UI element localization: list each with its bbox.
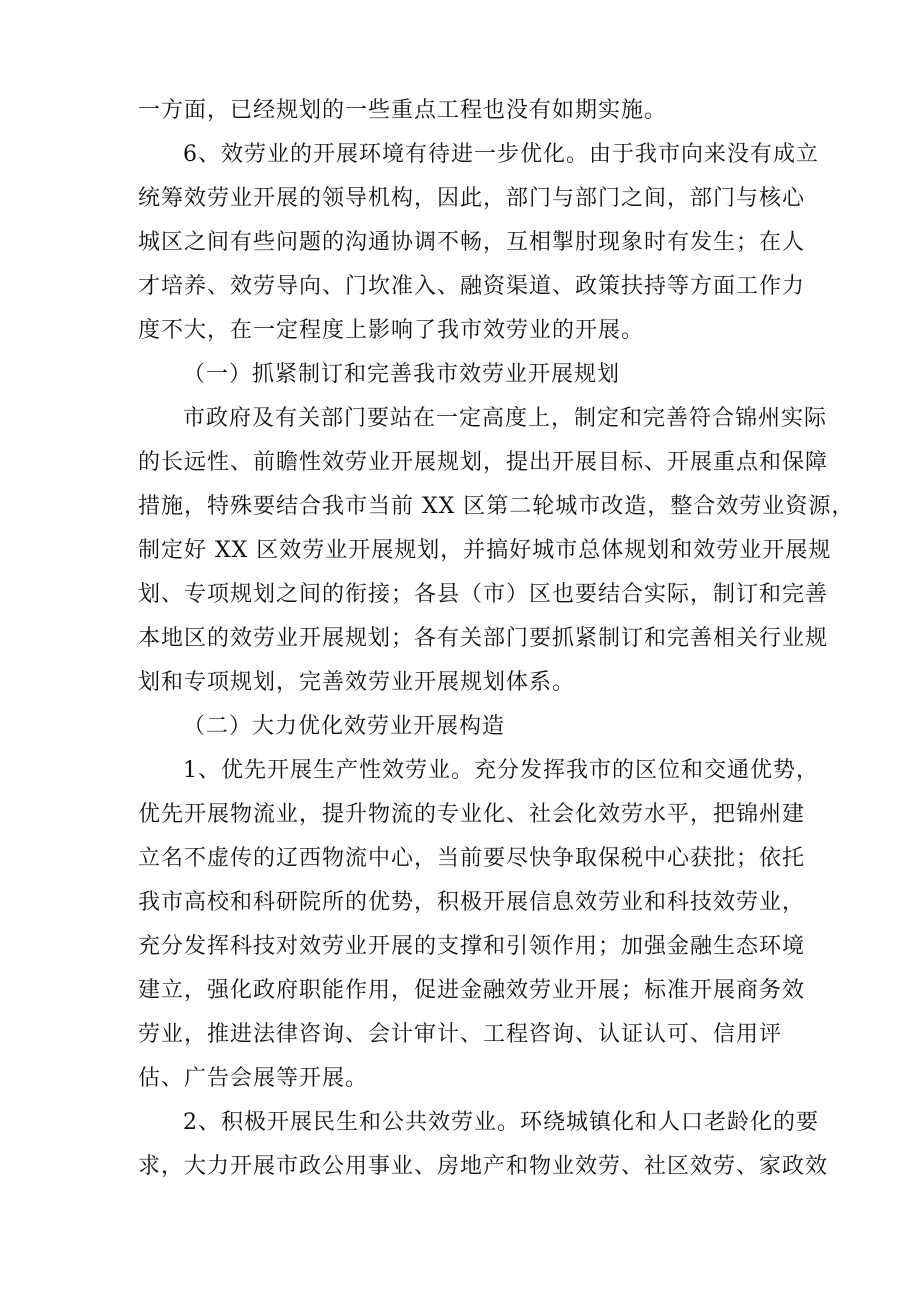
text-line: 措施，特殊要结合我市当前 XX 区第二轮城市改造，整合效劳业资源， [138,494,855,519]
section-heading: （二）大力优化效劳业开展构造 [183,714,506,739]
text-line: 求，大力开展市政公用事业、房地产和物业效劳、社区效劳、家政效 [138,1154,829,1179]
text-line: 2、积极开展民生和公共效劳业。环绕城镇化和人口老龄化的要 [183,1110,819,1135]
section-heading: （一）抓紧制订和完善我市效劳业开展规划 [183,362,621,387]
text-line: 建立，强化政府职能作用，促进金融效劳业开展；标准开展商务效 [138,978,806,1003]
text-line: 本地区的效劳业开展规划；各有关部门要抓紧制订和完善相关行业规 [138,626,829,651]
text-line: 才培养、效劳导向、门坎准入、融资渠道、政策扶持等方面工作力 [138,274,806,299]
text-line: 劳业，推进法律咨询、会计审计、工程咨询、认证认可、信用评 [138,1022,783,1047]
text-line: 优先开展物流业，提升物流的专业化、社会化效劳水平，把锦州建 [138,802,806,827]
text-line: 立名不虚传的辽西物流中心，当前要尽快争取保税中心获批；依托 [138,846,806,871]
text-line: 制定好 XX 区效劳业开展规划，并搞好城市总体规划和效劳业开展规 [138,538,832,563]
text-line: 我市高校和科研院所的优势，积极开展信息效劳业和科技效劳业， [138,890,806,915]
text-line: 充分发挥科技对效劳业开展的支撑和引领作用；加强金融生态环境 [138,934,806,959]
text-line: 市政府及有关部门要站在一定高度上，制定和完善符合锦州实际 [183,406,828,431]
text-line: 划和专项规划，完善效劳业开展规划体系。 [138,670,576,695]
text-line: 城区之间有些问题的沟通协调不畅，互相掣肘现象时有发生；在人 [138,230,806,255]
text-line: 1、优先开展生产性效劳业。充分发挥我市的区位和交通优势， [183,758,819,783]
text-line: 的长远性、前瞻性效劳业开展规划，提出开展目标、开展重点和保障 [138,450,829,475]
text-line: 划、专项规划之间的衔接；各县（市）区也要结合实际，制订和完善 [138,582,829,607]
text-line: 6、效劳业的开展环境有待进一步优化。由于我市向来没有成立 [183,142,819,167]
text-line: 一方面，已经规划的一些重点工程也没有如期实施。 [138,98,668,123]
text-line: 统筹效劳业开展的领导机构，因此，部门与部门之间，部门与核心 [138,186,806,211]
text-line: 估、广告会展等开展。 [138,1066,369,1091]
text-line: 度不大，在一定程度上影响了我市效劳业的开展。 [138,318,645,343]
